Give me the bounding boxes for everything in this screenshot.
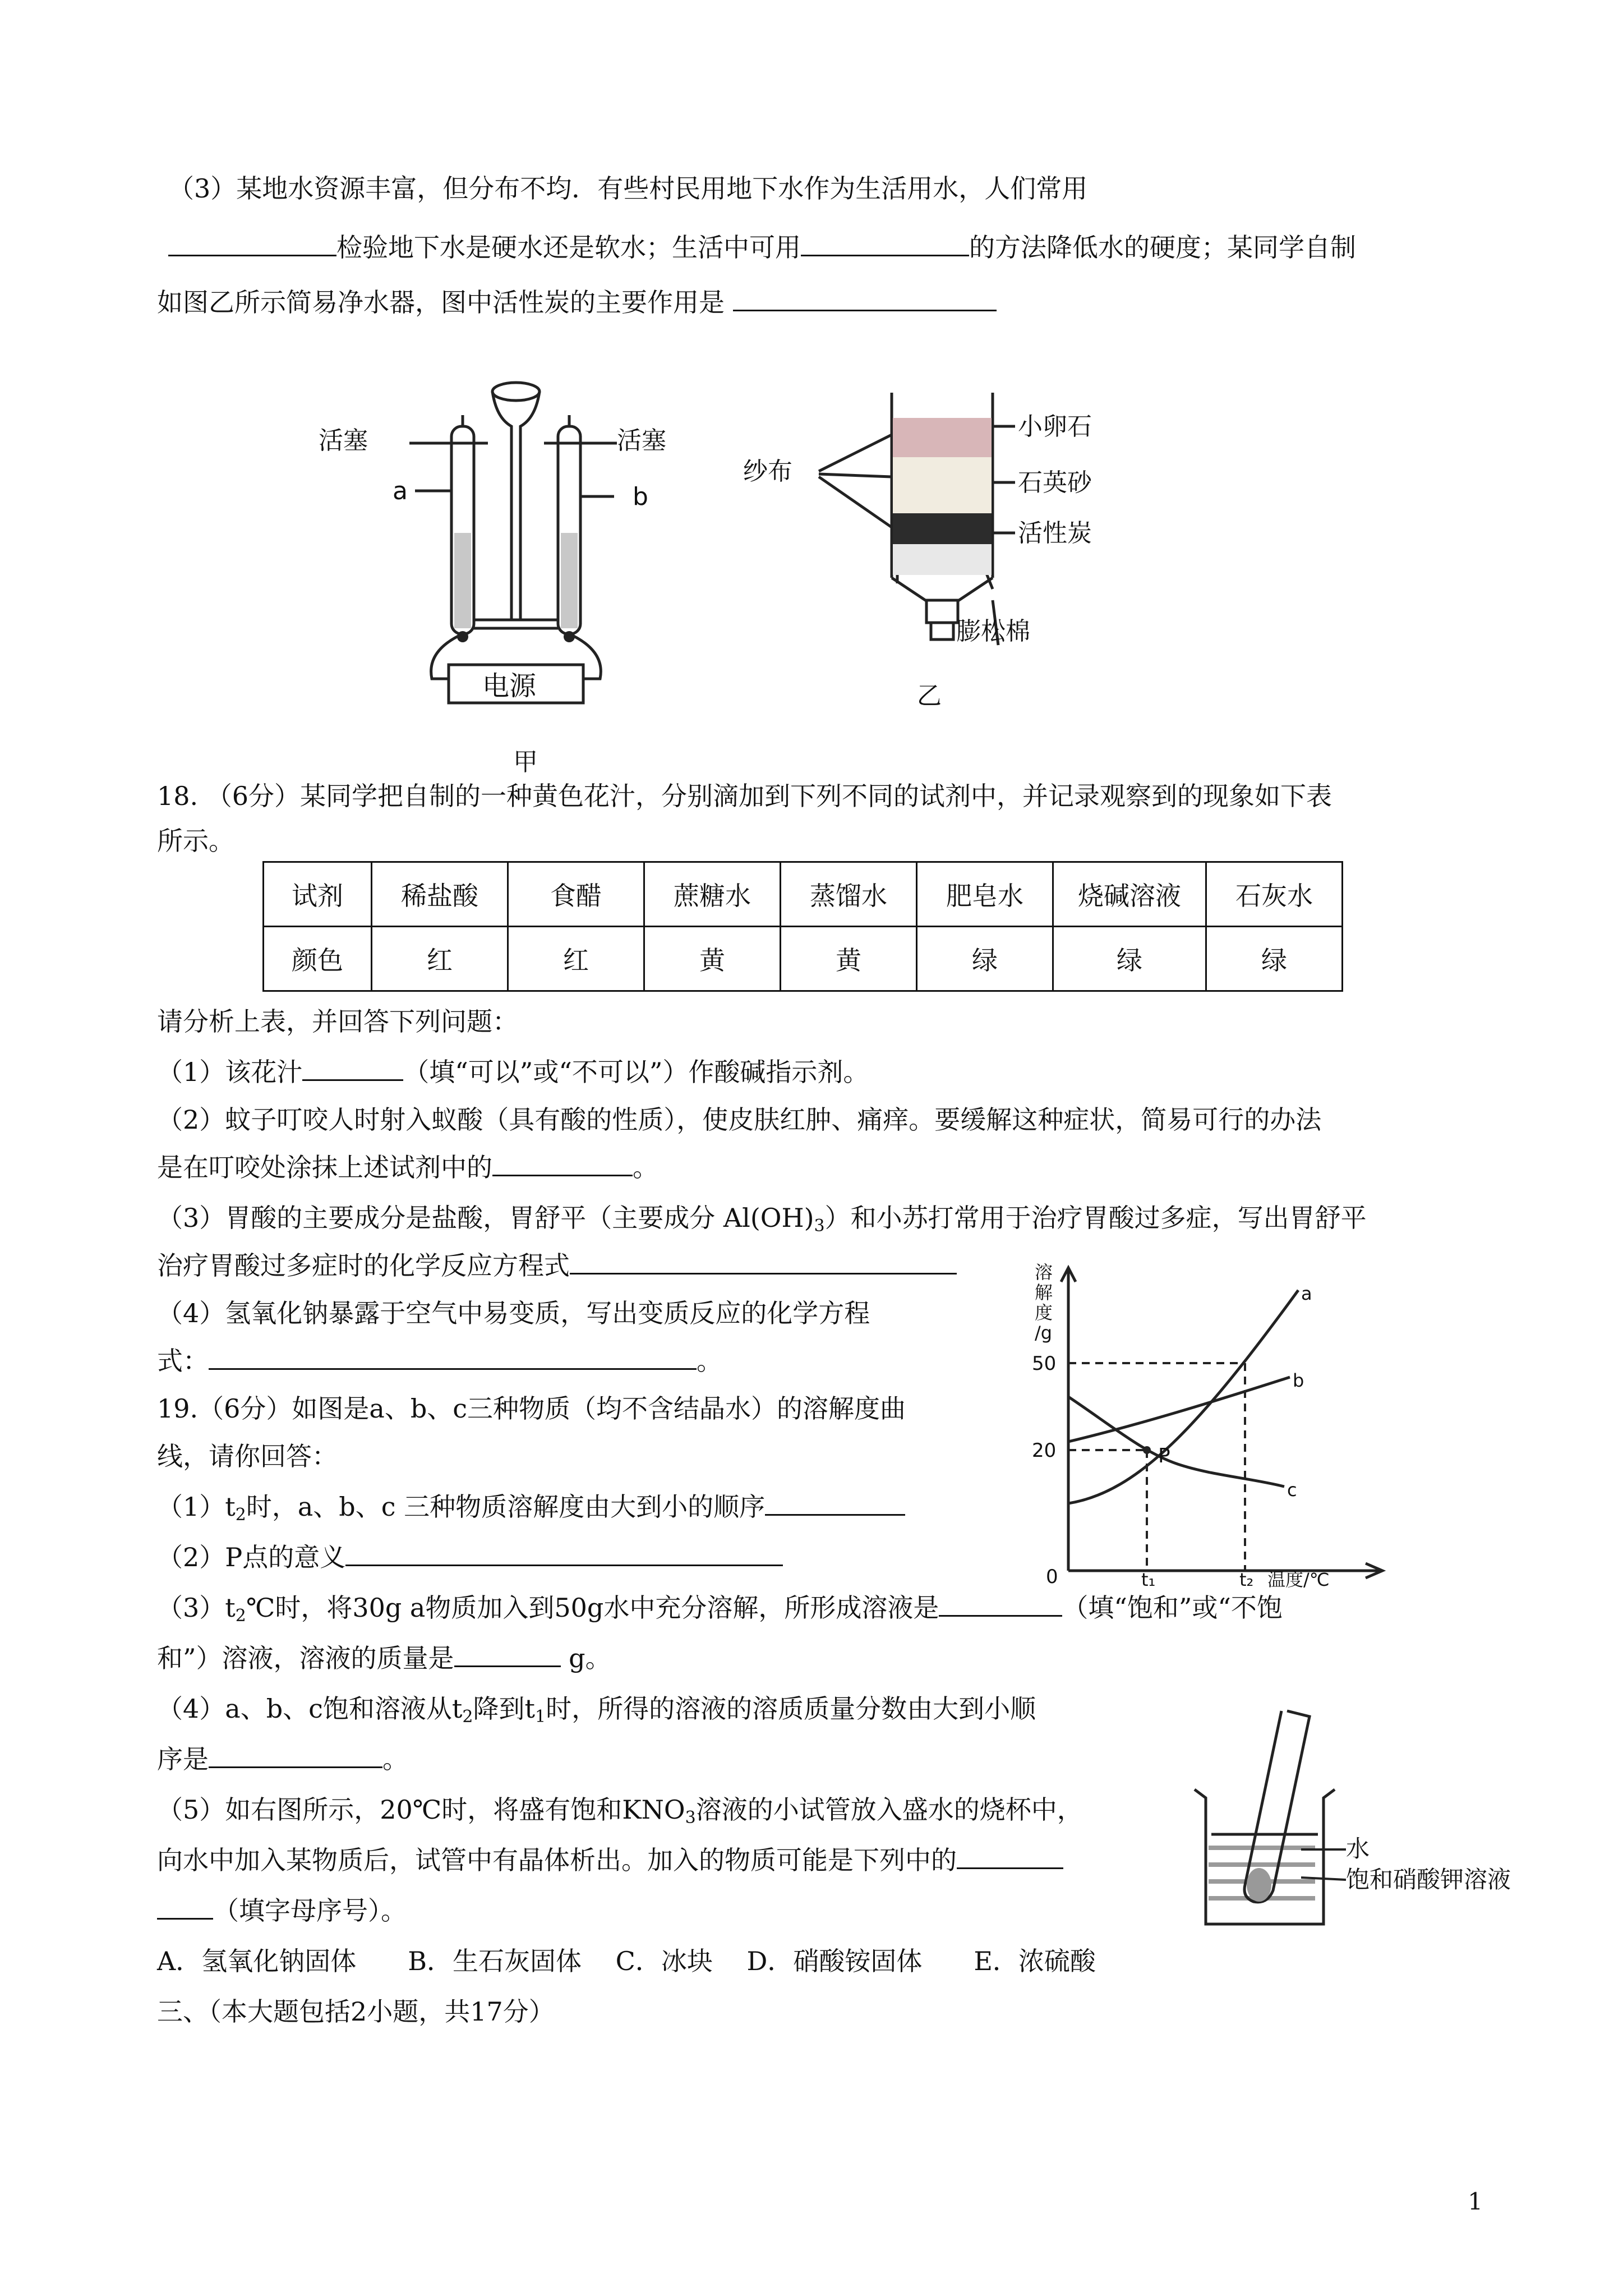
curve-a bbox=[1068, 1290, 1298, 1503]
table-row bbox=[264, 862, 1343, 927]
curve-c-label: c bbox=[1287, 1479, 1297, 1501]
beaker-leader-lines bbox=[1301, 1843, 1352, 1888]
table-cell: 食醋 bbox=[508, 862, 644, 927]
tube-b-label: b bbox=[633, 482, 648, 511]
blank[interactable] bbox=[345, 1542, 783, 1566]
table-cell: 试剂 bbox=[264, 862, 372, 927]
q19-stem-line1: 19.（6分）如图是a、b、c三种物质（均不含结晶水）的溶解度曲 bbox=[157, 1393, 906, 1424]
table-cell: 烧碱溶液 bbox=[1053, 862, 1206, 927]
point-p-label: P bbox=[1158, 1444, 1170, 1467]
q19-options: A．氢氧化钠固体 B．生石灰固体 C．冰块 D．硝酸铵固体 E．浓硫酸 bbox=[157, 1946, 1096, 1976]
q18-part2-line1: （2）蚊子叮咬人时射入蚁酸（具有酸的性质），使皮肤红肿、痛痒。要缓解这种症状，简易可行的办法 bbox=[157, 1105, 1322, 1135]
q18-part4-line2: 式： 。 bbox=[157, 1346, 722, 1376]
table-cell: 红 bbox=[372, 927, 508, 991]
layer-quartz-sand-label: 石英砂 bbox=[1018, 468, 1092, 497]
q18-part1: （1）该花汁 （填“可以”或“不可以”）作酸碱指示剂。 bbox=[157, 1057, 869, 1087]
power-supply-label: 电源 bbox=[482, 670, 537, 702]
layer-pebbles-label: 小卵石 bbox=[1018, 412, 1092, 441]
table-cell: 绿 bbox=[917, 927, 1053, 991]
q19-part5-line3: （填字母序号）。 bbox=[157, 1893, 407, 1928]
curve-b-label: b bbox=[1293, 1370, 1304, 1391]
blank[interactable] bbox=[302, 1057, 403, 1081]
table-cell: 黄 bbox=[781, 927, 917, 991]
layer-activated-carbon-label: 活性炭 bbox=[1018, 519, 1092, 547]
table-cell: 蔗糖水 bbox=[644, 862, 781, 927]
chart-y-label: 溶 解 度 /g bbox=[1035, 1262, 1053, 1343]
q18-part2-line2: 是在叮咬处涂抹上述试剂中的 。 bbox=[157, 1152, 658, 1182]
chart-x-tick-t2: t₂ bbox=[1239, 1569, 1254, 1590]
q19-stem-line2: 线，请你回答： bbox=[157, 1441, 338, 1471]
stopcock-label-right: 活塞 bbox=[617, 426, 666, 455]
blank[interactable] bbox=[168, 232, 336, 256]
table-cell: 黄 bbox=[644, 927, 781, 991]
water-label: 水 bbox=[1346, 1835, 1370, 1862]
curve-c bbox=[1068, 1397, 1284, 1487]
blank[interactable] bbox=[957, 1845, 1063, 1869]
q19-part5-line2: 向水中加入某物质后，试管中有晶体析出。加入的物质可能是下列中的 bbox=[157, 1843, 1063, 1878]
chart-origin: 0 bbox=[1046, 1566, 1058, 1588]
table-cell: 红 bbox=[508, 927, 644, 991]
blank[interactable] bbox=[570, 1250, 957, 1274]
chart-x-tick-t1: t₁ bbox=[1141, 1569, 1156, 1590]
chart-y-tick-50: 50 bbox=[1032, 1352, 1057, 1375]
blank[interactable] bbox=[492, 1152, 633, 1176]
table-cell: 石灰水 bbox=[1206, 862, 1343, 927]
q18-stem-line1: 18. （6分）某同学把自制的一种黄色花汁，分别滴加到下列不同的试剂中，并记录观察到的现象如下表 bbox=[157, 781, 1332, 811]
color-table bbox=[262, 861, 1343, 992]
table-row bbox=[264, 927, 1343, 991]
q19-part3-line2: 和”）溶液，溶液的质量是 g。 bbox=[157, 1643, 611, 1673]
q17-part3-line1: （3）某地水资源丰富，但分布不均．有些村民用地下水作为生活用水，人们常用 bbox=[168, 173, 1088, 204]
solubility-curve-chart bbox=[998, 1257, 1424, 1604]
page-number: 1 bbox=[1468, 2188, 1483, 2215]
q17-part3-line3: 如图乙所示简易净水器，图中活性炭的主要作用是 bbox=[157, 285, 997, 320]
q19-part4-line1: （4）a、b、c饱和溶液从$t_2$降到$t_1$时，所得的溶液的溶质质量分数由大到小顺 bbox=[157, 1694, 1036, 1727]
table-cell: 颜色 bbox=[264, 927, 372, 991]
blank[interactable] bbox=[801, 232, 969, 256]
blank[interactable] bbox=[454, 1643, 561, 1667]
q17-part3-line2: 检验地下水是硬水还是软水；生活中可用 的方法降低水的硬度；某同学自制 bbox=[168, 230, 1356, 265]
blank[interactable] bbox=[733, 287, 997, 311]
table-cell: 肥皂水 bbox=[917, 862, 1053, 927]
section-3-heading: 三、（本大题包括2小题，共17分） bbox=[157, 1996, 555, 2027]
q18-stem-line2: 所示。 bbox=[157, 826, 234, 856]
q19-part4-line2: 序是 。 bbox=[157, 1744, 408, 1774]
curve-a-label: a bbox=[1301, 1283, 1312, 1304]
cotton-label: 膨松棉 bbox=[956, 617, 1030, 646]
blank[interactable] bbox=[939, 1593, 1062, 1617]
table-cell: 绿 bbox=[1206, 927, 1343, 991]
q18-part4-line1: （4）氢氧化钠暴露于空气中易变质，写出变质反应的化学方程 bbox=[157, 1298, 870, 1328]
kno3-solution-label: 饱和硝酸钾溶液 bbox=[1346, 1866, 1511, 1893]
table-cell: 稀盐酸 bbox=[372, 862, 508, 927]
q18-part3-line1: （3）胃酸的主要成分是盐酸，胃舒平（主要成分 $Al(OH)_3$）和小苏打常用于治疗胃酸过多症，写出胃舒平 bbox=[157, 1203, 1367, 1236]
q19-part2: （2）P点的意义 bbox=[157, 1540, 783, 1575]
blank[interactable] bbox=[765, 1492, 905, 1516]
chart-x-label: 温度/℃ bbox=[1267, 1569, 1330, 1590]
table-cell: 蒸馏水 bbox=[781, 862, 917, 927]
gauze-label: 纱布 bbox=[743, 457, 792, 486]
q19-part3-line1: $(3)t_2℃$时，将30g a物质加入到50g水中充分溶解，所形成溶液是 （填“饱和”或“不饱 bbox=[157, 1593, 1283, 1626]
blank[interactable] bbox=[209, 1744, 382, 1768]
electrolysis-apparatus-figure bbox=[314, 365, 662, 712]
figure-yi-caption: 乙 bbox=[917, 682, 942, 710]
figure-jia-caption: 甲 bbox=[513, 748, 538, 776]
beaker-test-tube-figure bbox=[1183, 1700, 1340, 1935]
stopcock-label-left: 活塞 bbox=[319, 426, 368, 455]
table-cell: 绿 bbox=[1053, 927, 1206, 991]
curve-b bbox=[1068, 1377, 1290, 1442]
q18-part3-line2: 治疗胃酸过多症时的化学反应方程式 bbox=[157, 1248, 957, 1283]
blank[interactable] bbox=[209, 1346, 697, 1370]
q18-analyze: 请分析上表，并回答下列问题： bbox=[157, 1006, 518, 1037]
tube-a-label: a bbox=[393, 477, 408, 505]
blank[interactable] bbox=[157, 1895, 213, 1920]
chart-y-tick-20: 20 bbox=[1032, 1439, 1057, 1462]
q19-part1: $(1)t_2$时，a、b、c 三种物质溶解度由大到小的顺序 bbox=[157, 1489, 905, 1533]
q19-part5-line1: （5）如右图所示，20℃时，将盛有饱和$KNO_3$溶液的小试管放入盛水的烧杯中， bbox=[157, 1795, 1083, 1828]
